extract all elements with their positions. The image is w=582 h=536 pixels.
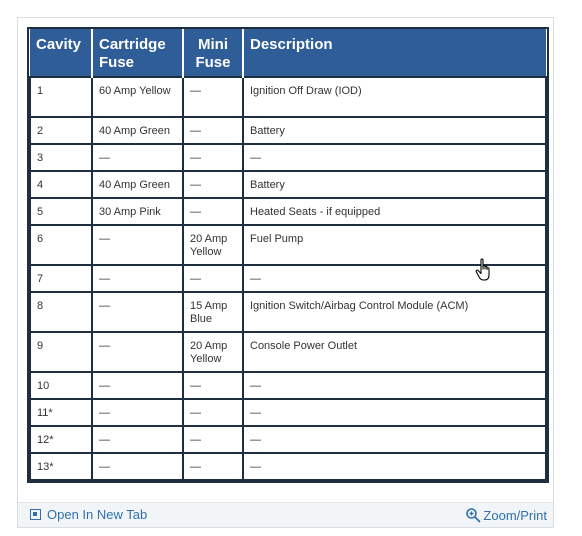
cell-mini-fuse: — bbox=[183, 198, 243, 225]
cell-mini-fuse: — bbox=[183, 453, 243, 480]
cell-cavity: 8 bbox=[30, 292, 92, 332]
cell-mini-fuse: — bbox=[183, 144, 243, 171]
table-row bbox=[30, 372, 546, 399]
cell-description: — bbox=[243, 265, 546, 292]
cell-cartridge-fuse: 40 Amp Green bbox=[92, 171, 183, 198]
magnifier-plus-icon bbox=[465, 507, 481, 523]
table-row bbox=[30, 332, 546, 372]
cell-cartridge-fuse: — bbox=[92, 265, 183, 292]
hand-cursor-icon bbox=[473, 257, 495, 283]
fuse-table-container bbox=[27, 27, 549, 483]
header-cavity: Cavity bbox=[30, 29, 92, 77]
cell-cartridge-fuse: — bbox=[92, 453, 183, 480]
cell-cavity: 10 bbox=[30, 372, 92, 399]
table-row bbox=[30, 426, 546, 453]
zoom-print-link[interactable] bbox=[465, 507, 547, 523]
cell-description: Console Power Outlet bbox=[243, 332, 546, 372]
header-mini-fuse: Mini Fuse bbox=[183, 29, 243, 77]
cell-cartridge-fuse: 60 Amp Yellow bbox=[92, 77, 183, 117]
cell-cavity: 12* bbox=[30, 426, 92, 453]
table-row bbox=[30, 225, 546, 265]
image-footer-bar bbox=[18, 502, 553, 527]
cell-description: — bbox=[243, 144, 546, 171]
cell-cavity: 4 bbox=[30, 171, 92, 198]
cell-description: — bbox=[243, 453, 546, 480]
open-in-new-tab-link[interactable] bbox=[30, 507, 147, 522]
cell-cartridge-fuse: 30 Amp Pink bbox=[92, 198, 183, 225]
cell-description: Battery bbox=[243, 171, 546, 198]
cell-cartridge-fuse: — bbox=[92, 225, 183, 265]
table-row bbox=[30, 77, 546, 117]
cell-mini-fuse: — bbox=[183, 265, 243, 292]
zoom-print-label: Zoom/Print bbox=[483, 507, 547, 523]
cell-cartridge-fuse: — bbox=[92, 399, 183, 426]
cell-cavity: 11* bbox=[30, 399, 92, 426]
cell-cavity: 13* bbox=[30, 453, 92, 480]
cell-cartridge-fuse: — bbox=[92, 144, 183, 171]
table-row bbox=[30, 198, 546, 225]
cell-cartridge-fuse: — bbox=[92, 372, 183, 399]
cell-cavity: 1 bbox=[30, 77, 92, 117]
cell-cavity: 2 bbox=[30, 117, 92, 144]
cell-description: Ignition Switch/Airbag Control Module (ACM) bbox=[243, 292, 546, 332]
cell-description: Ignition Off Draw (IOD) bbox=[243, 77, 546, 117]
cell-cavity: 5 bbox=[30, 198, 92, 225]
cell-cavity: 7 bbox=[30, 265, 92, 292]
table-header-row bbox=[30, 29, 546, 77]
table-row bbox=[30, 453, 546, 480]
table-row bbox=[30, 265, 546, 292]
cell-mini-fuse: 20 Amp Yellow bbox=[183, 225, 243, 265]
header-cartridge-fuse: Cartridge Fuse bbox=[92, 29, 183, 77]
cell-cavity: 6 bbox=[30, 225, 92, 265]
table-row bbox=[30, 144, 546, 171]
cell-cartridge-fuse: — bbox=[92, 426, 183, 453]
cell-description: Fuel Pump bbox=[243, 225, 546, 265]
cell-mini-fuse: — bbox=[183, 372, 243, 399]
open-new-tab-icon bbox=[30, 509, 41, 520]
cell-mini-fuse: — bbox=[183, 426, 243, 453]
cell-cartridge-fuse: — bbox=[92, 332, 183, 372]
table-row bbox=[30, 292, 546, 332]
cell-mini-fuse: 15 Amp Blue bbox=[183, 292, 243, 332]
cell-description: — bbox=[243, 372, 546, 399]
open-in-new-tab-label: Open In New Tab bbox=[47, 507, 148, 522]
cell-mini-fuse: — bbox=[183, 117, 243, 144]
cell-cavity: 3 bbox=[30, 144, 92, 171]
header-description: Description bbox=[243, 29, 546, 77]
cell-description: Battery bbox=[243, 117, 546, 144]
cell-cartridge-fuse: — bbox=[92, 292, 183, 332]
cell-description: — bbox=[243, 426, 546, 453]
cell-description: Heated Seats - if equipped bbox=[243, 198, 546, 225]
fuse-table bbox=[29, 29, 547, 481]
cell-mini-fuse: — bbox=[183, 399, 243, 426]
cell-mini-fuse: 20 Amp Yellow bbox=[183, 332, 243, 372]
table-row bbox=[30, 171, 546, 198]
table-row bbox=[30, 399, 546, 426]
cell-mini-fuse: — bbox=[183, 171, 243, 198]
cell-mini-fuse: — bbox=[183, 77, 243, 117]
cell-description: — bbox=[243, 399, 546, 426]
table-row bbox=[30, 117, 546, 144]
cell-cavity: 9 bbox=[30, 332, 92, 372]
cell-cartridge-fuse: 40 Amp Green bbox=[92, 117, 183, 144]
